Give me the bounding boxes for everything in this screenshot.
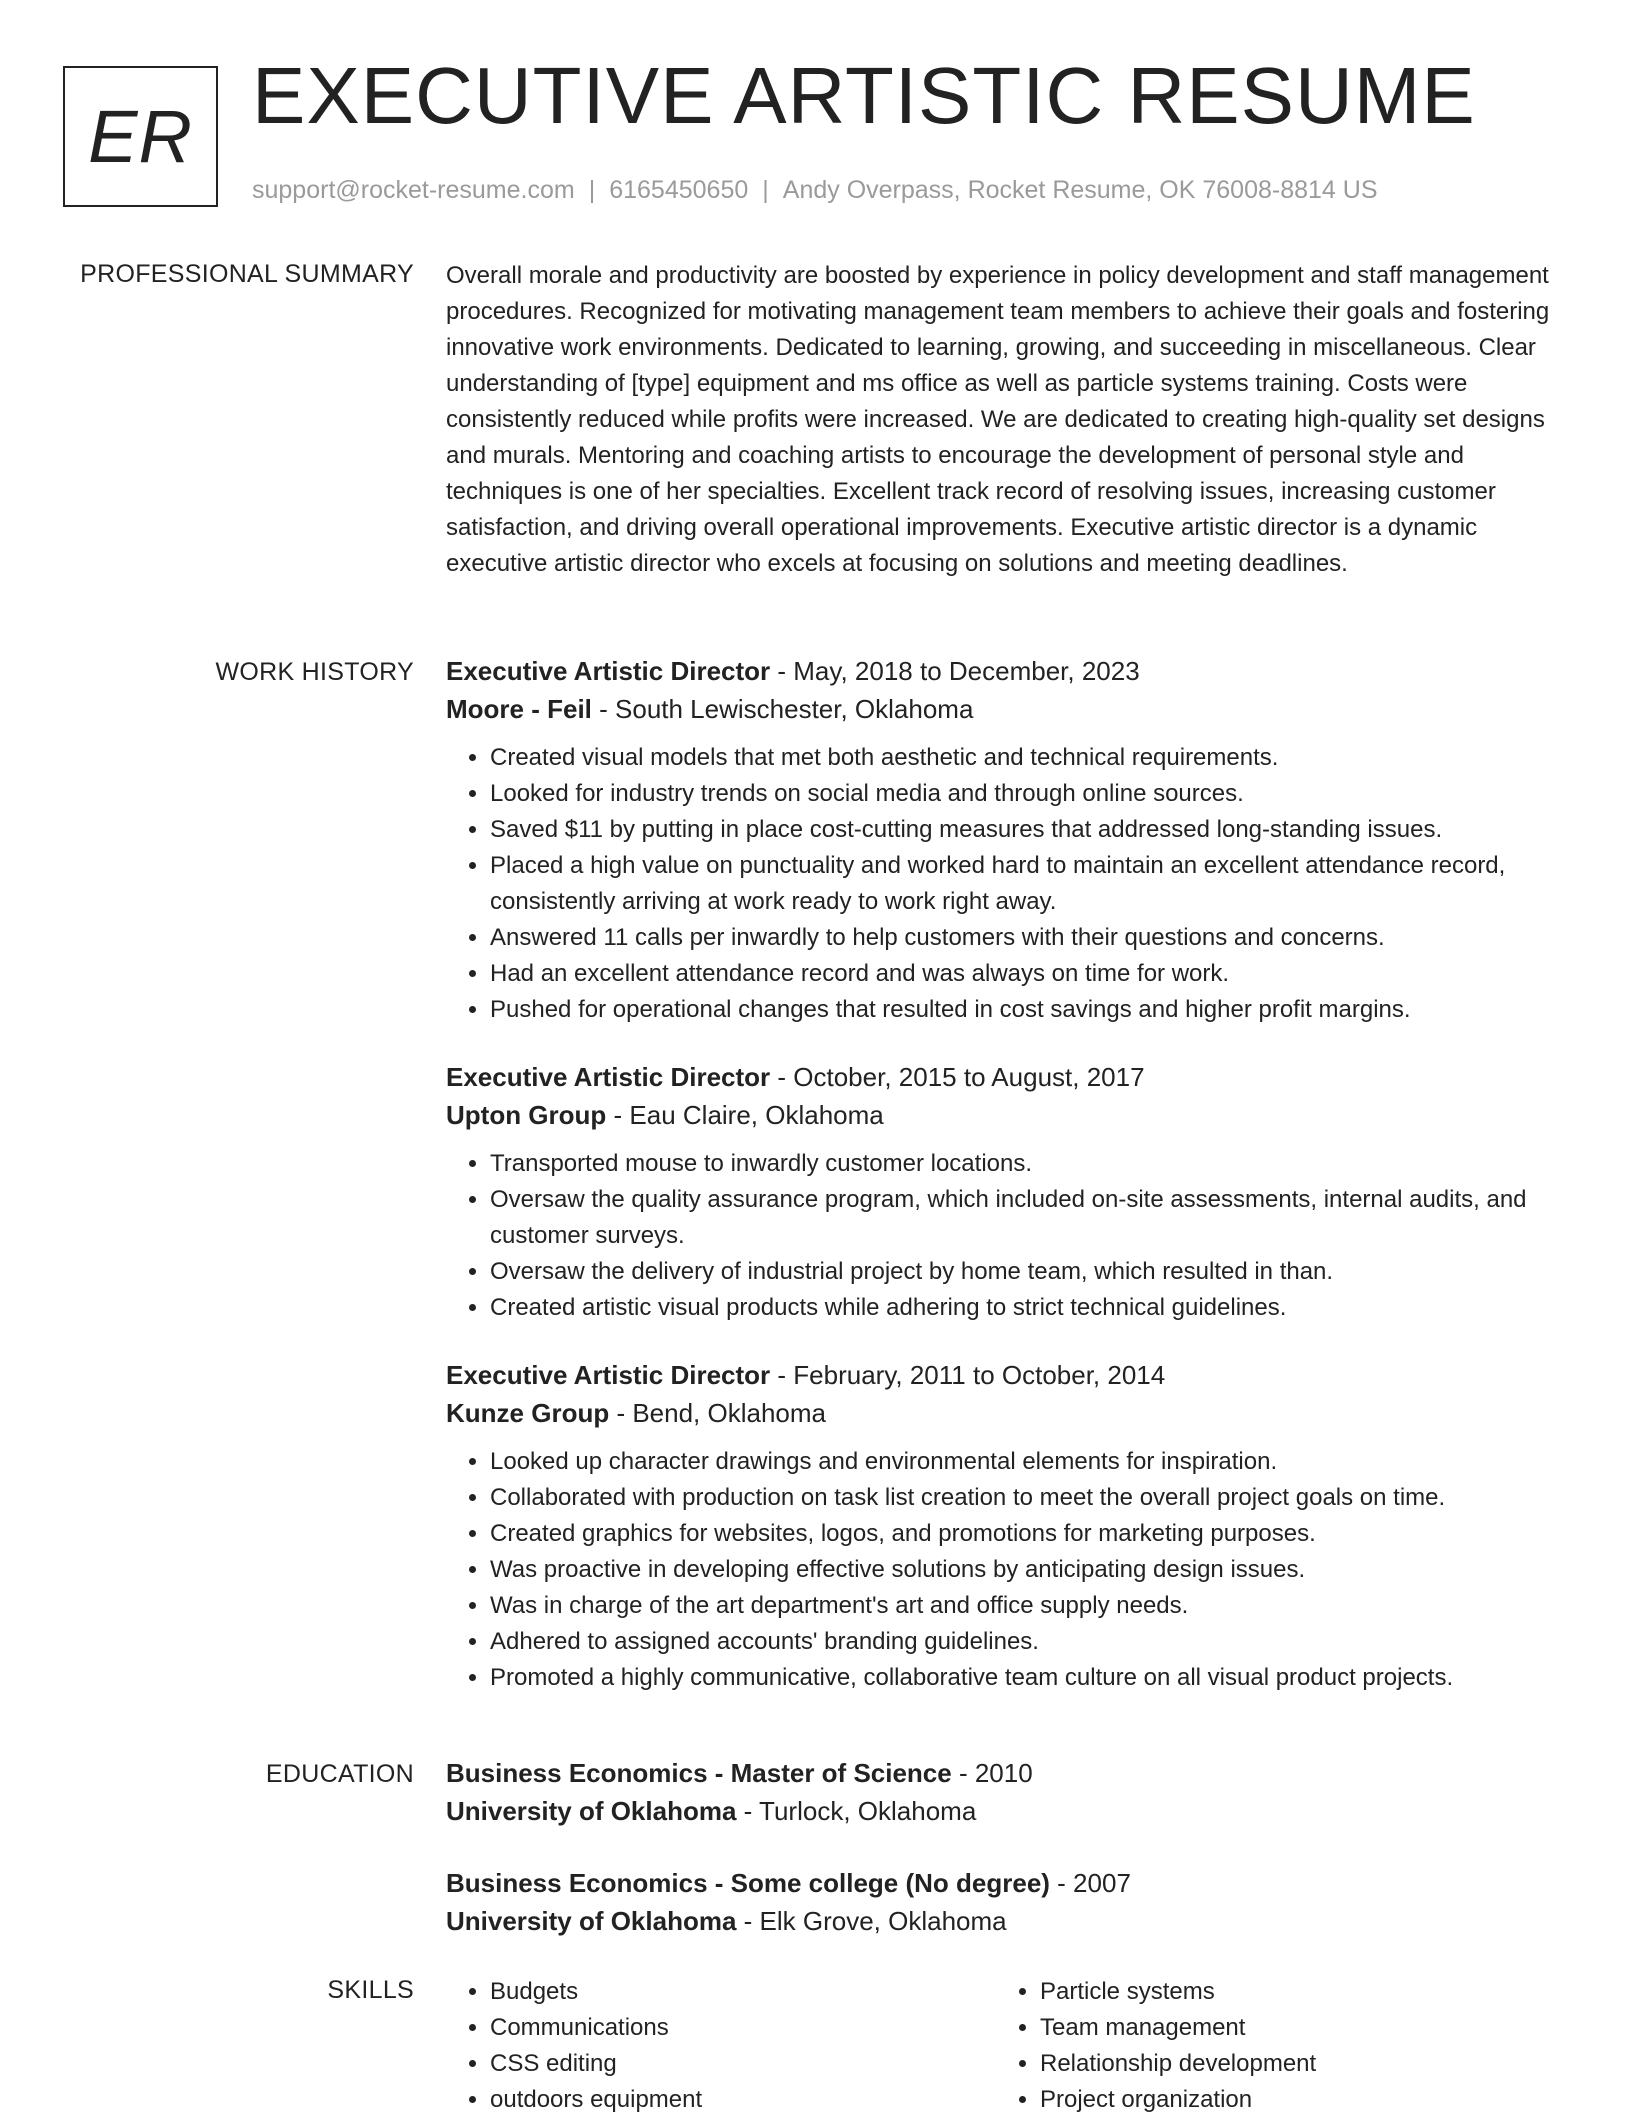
job-bullet: • Answered 11 calls per inwardly to help customers with their questions and concerns. (490, 920, 1566, 956)
job-bullets (446, 740, 1566, 1028)
job-location: - South Lewischester, Oklahoma (591, 694, 974, 724)
contact-address: Andy Overpass, Rocket Resume, OK 76008-8814 US (782, 176, 1378, 204)
job-bullet: • Placed a high value on punctuality and worked hard to maintain an excellent attendance record, consistently arriving at work ready to work right away. (490, 848, 1566, 920)
skill-item: • Relationship development (1040, 2046, 1546, 2082)
job-dates: - October, 2015 to August, 2017 (770, 1062, 1145, 1092)
resume-title: EXECUTIVE ARTISTIC RESUME (252, 51, 1476, 140)
job-bullet: • Oversaw the delivery of industrial project by home team, which resulted in than. (490, 1254, 1566, 1290)
skills-column-right (996, 1974, 1546, 2118)
job-bullet: • Oversaw the quality assurance program, which included on-site assessments, internal audits, and customer surveys. (490, 1182, 1566, 1254)
job-title: Executive Artistic Director (446, 1360, 771, 1390)
education-year: - 2010 (951, 1758, 1033, 1788)
skill-item: • Team management (1040, 2010, 1546, 2046)
job-bullet: • Created graphics for websites, logos, and promotions for marketing purposes. (490, 1516, 1566, 1552)
contact-line (252, 176, 1378, 205)
job-entry (446, 1356, 1566, 1696)
job-bullet: • Looked up character drawings and environmental elements for inspiration. (490, 1444, 1566, 1480)
job-bullet: • Was in charge of the art department's art and office supply needs. (490, 1588, 1566, 1624)
education-year: - 2007 (1049, 1868, 1131, 1898)
skill-item: • outdoors equipment (490, 2082, 996, 2118)
job-bullet: • Was proactive in developing effective solutions by anticipating design issues. (490, 1552, 1566, 1588)
job-dates: - February, 2011 to October, 2014 (770, 1360, 1166, 1390)
skills-list (446, 1974, 996, 2118)
job-location: - Eau Claire, Oklahoma (606, 1100, 884, 1130)
education-degree: Business Economics - Some college (No degree) (446, 1868, 1050, 1898)
job-bullet: • Looked for industry trends on social media and through online sources. (490, 776, 1566, 812)
education-location: - Elk Grove, Oklahoma (736, 1906, 1007, 1936)
job-entry (446, 652, 1566, 1028)
summary-body (446, 258, 1566, 582)
job-bullet: • Promoted a highly communicative, collaborative team culture on all visual product projects. (490, 1660, 1566, 1696)
job-bullet: • Transported mouse to inwardly customer locations. (490, 1146, 1566, 1182)
job-title-line (446, 1058, 1566, 1096)
education-degree-line (446, 1754, 1566, 1792)
job-company: Kunze Group (446, 1398, 610, 1428)
education-body (446, 1754, 1566, 1940)
education-school: University of Oklahoma (446, 1906, 737, 1936)
skill-item: • Communications (490, 2010, 996, 2046)
section-heading-work-history: WORK HISTORY (215, 658, 414, 686)
job-bullet: • Adhered to assigned accounts' branding guidelines. (490, 1624, 1566, 1660)
job-title: Executive Artistic Director (446, 1062, 771, 1092)
contact-separator: | (762, 176, 769, 204)
skill-item: • Project organization (1040, 2082, 1546, 2118)
work-history-body (446, 652, 1566, 1696)
summary-text: Overall morale and productivity are boosted by experience in policy development and staff management procedures. Recognized for motivating management team members to achieve their goals and fostering innovative work environments. Dedicated to learning, growing, and succeeding in miscellaneous. Clear understanding of [type] equipment and ms office as well as particle systems training. Costs were consistently reduced while profits were increased. We are dedicated to creating high-quality set designs and murals. Mentoring and coaching artists to encourage the development of personal style and techniques is one of her specialties. Excellent track record of resolving issues, increasing customer satisfaction, and driving overall operational improvements. Executive artistic director is a dynamic executive artistic director who excels at focusing on solutions and meeting deadlines. (446, 262, 1550, 577)
job-bullet: • Saved $11 by putting in place cost-cutting measures that addressed long-standing issues. (490, 812, 1566, 848)
section-heading-skills: SKILLS (327, 1976, 414, 2004)
job-bullet: • Created artistic visual products while adhering to strict technical guidelines. (490, 1290, 1566, 1326)
monogram-initials: ER (88, 95, 193, 178)
job-company: Upton Group (446, 1100, 607, 1130)
job-title: Executive Artistic Director (446, 656, 771, 686)
skills-columns (446, 1974, 1566, 2118)
education-entry (446, 1864, 1566, 1940)
contact-separator: | (588, 176, 596, 204)
education-location: - Turlock, Oklahoma (736, 1796, 977, 1826)
job-company-line (446, 1096, 1566, 1134)
education-degree-line (446, 1864, 1566, 1902)
job-entry (446, 1058, 1566, 1326)
job-bullet: • Had an excellent attendance record and was always on time for work. (490, 956, 1566, 992)
section-heading-education: EDUCATION (265, 1760, 414, 1788)
job-bullets (446, 1146, 1566, 1326)
monogram-box (63, 66, 218, 207)
contact-email: support@rocket-resume.com (252, 176, 575, 204)
education-entry (446, 1754, 1566, 1830)
skills-list (996, 1974, 1546, 2118)
skill-item: • Budgets (490, 1974, 996, 2010)
job-location: - Bend, Oklahoma (609, 1398, 826, 1428)
job-bullet: • Pushed for operational changes that resulted in cost savings and higher profit margins. (490, 992, 1566, 1028)
job-company-line (446, 690, 1566, 728)
job-dates: - May, 2018 to December, 2023 (770, 656, 1140, 686)
education-school-line (446, 1902, 1566, 1940)
job-title-line (446, 652, 1566, 690)
job-bullet: • Collaborated with production on task list creation to meet the overall project goals on time. (490, 1480, 1566, 1516)
job-bullet: • Created visual models that met both aesthetic and technical requirements. (490, 740, 1566, 776)
education-school-line (446, 1792, 1566, 1830)
contact-phone: 6165450650 (609, 176, 749, 204)
job-bullets (446, 1444, 1566, 1696)
education-degree: Business Economics - Master of Science (446, 1758, 952, 1788)
education-school: University of Oklahoma (446, 1796, 737, 1826)
job-company: Moore - Feil (446, 694, 592, 724)
skills-column-left (446, 1974, 996, 2118)
job-title-line (446, 1356, 1566, 1394)
job-company-line (446, 1394, 1566, 1432)
skill-item: • CSS editing (490, 2046, 996, 2082)
skill-item: • Particle systems (1040, 1974, 1546, 2010)
section-heading-summary: PROFESSIONAL SUMMARY (80, 260, 414, 288)
skills-body (446, 1974, 1566, 2118)
